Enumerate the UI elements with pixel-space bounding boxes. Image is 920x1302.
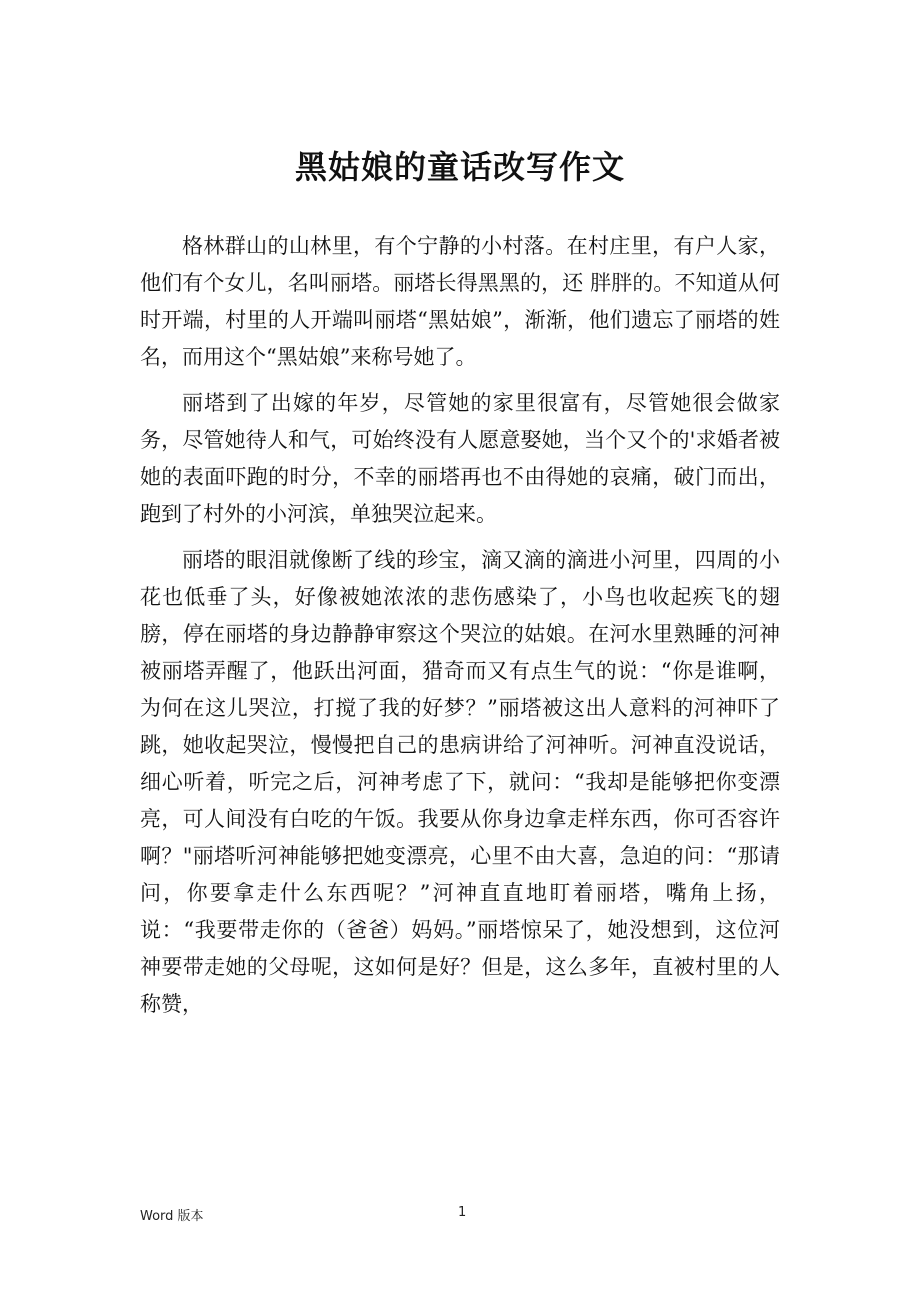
- paragraph-3: 丽塔的眼泪就像断了线的珍宝，滴又滴的滴进小河里，四周的小花也低垂了头，好像被她浓浓的悲伤感染了，小鸟也收起疾飞的翅膀，停在丽塔的身边静静审察这个哭泣的姑娘。在河水里熟睡的河神被丽塔弄醒了，他跃出河面，猎奇而又有点生气的说：“你是谁啊，为何在这儿哭泣，打搅了我的好梦？”丽塔被这出人意料的河神吓了跳，她收起哭泣，慢慢把自己的患病讲给了河神听。河神直没说话，细心听着，听完之后，河神考虑了下，就问：“我却是能够把你变漂亮，可人间没有白吃的午饭。我要从你身边拿走样东西，你可否容许啊？"丽塔听河神能够把她变漂亮，心里不由大喜，急迫的问：“那请问，你要拿走什么东西呢？”河神直直地盯着丽塔，嘴角上扬，说：“我要带走你的（爸爸）妈妈。”丽塔惊呆了，她没想到，这位河神要带走她的父母呢，这如何是好？但是，这么多年，直被村里的人称赞，: [140, 548, 780, 1016]
- paragraph-2: 丽塔到了出嫁的年岁，尽管她的家里很富有，尽管她很会做家务，尽管她待人和气，可始终没有人愿意娶她，当个又个的'求婚者被她的表面吓跑的时分，不幸的丽塔再也不由得她的哀痛，破门而出，跑到了村外的小河滨，单独哭泣起来。: [140, 391, 780, 526]
- paragraph-1: 格林群山的山林里，有个宁静的小村落。在村庄里，有户人家，他们有个女儿，名叫丽塔。丽塔长得黑黑的，还 胖胖的。不知道从何时开端，村里的人开端叫丽塔“黑姑娘”，渐渐，他们遗忘了丽塔的姓名，而用这个“黑姑娘”来称号她了。: [140, 234, 780, 369]
- page-footer: [140, 1205, 780, 1229]
- page-number: 1: [458, 1205, 467, 1220]
- footer-label: Word 版本: [140, 1209, 204, 1224]
- document-title: 黑姑娘的童话改写作文: [294, 148, 625, 186]
- document-body: [140, 228, 780, 1032]
